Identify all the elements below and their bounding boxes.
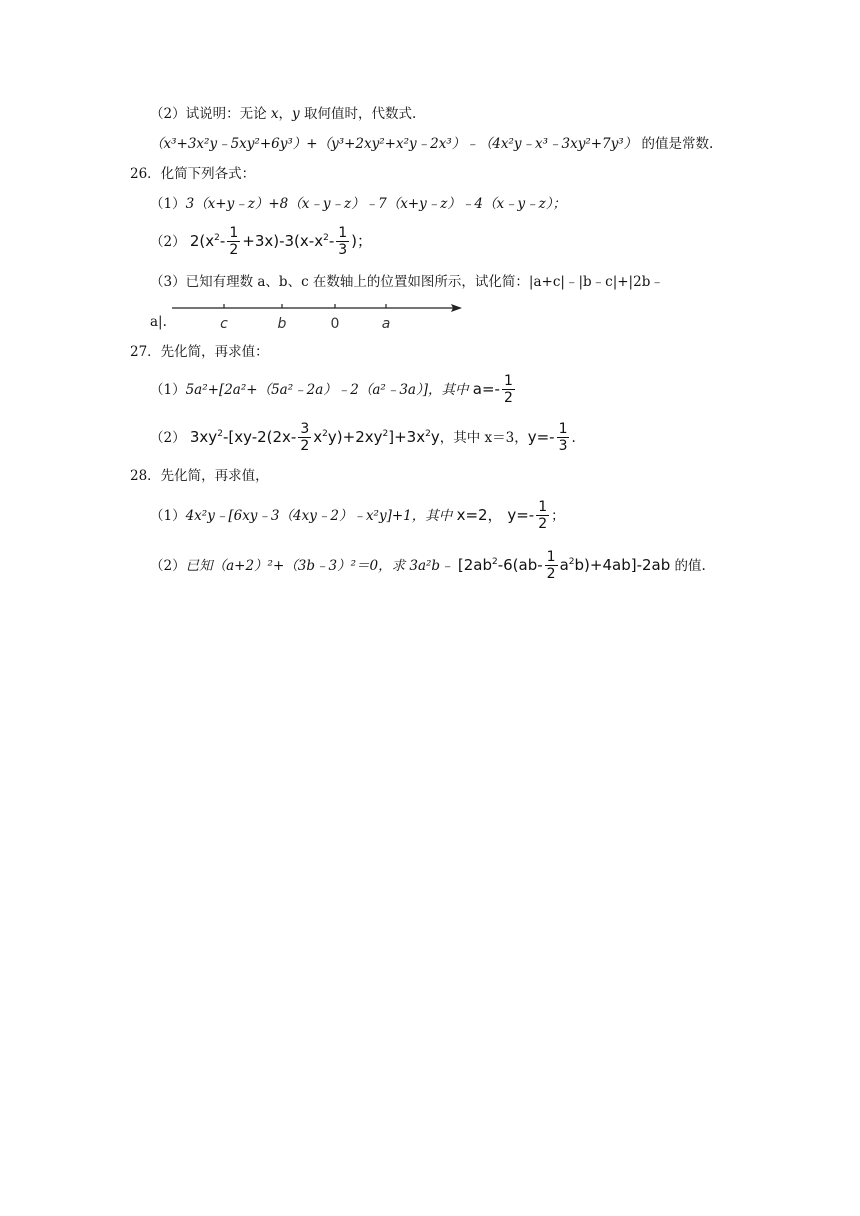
- q26-heading: 26．化简下列各式：: [130, 166, 256, 182]
- q26-p2-frac2-den: 3: [338, 242, 348, 258]
- q26-p2-expression: $2(x^2-$ $\frac{1}{2}$ $+3x)-3(x-x^2-$ $\frac{1}{3}$ )；: [189, 225, 373, 258]
- q28-p1-frac-den: 2: [538, 516, 548, 532]
- q27-part1: [150, 370, 517, 409]
- q27-p2-expr-c: x: [313, 428, 323, 446]
- q25-part2-line: [150, 104, 416, 124]
- label-b: b: [277, 316, 287, 332]
- q28-p2-math-d: b)+4ab]-2ab: [574, 556, 671, 574]
- q27-p2-expression: $3xy^2-[xy-2(2x-$ $\frac{3}{2}$ $x^2y)+2xy^2]+3x^2y$: [189, 421, 440, 454]
- q28-p1-end: ；: [551, 508, 565, 524]
- q27-p1-expression: 5a²+[2a²+（5a²﹣2a）﹣2（a²﹣3a）]，其中: [185, 382, 469, 398]
- q26-p2-fraction-1: [227, 226, 240, 257]
- q28-p2-math-b: -6(ab-: [497, 556, 543, 574]
- q28-p1-expression: 4x²y﹣[6xy﹣3（4xy﹣2）﹣x²y]+1，其中: [185, 508, 453, 524]
- q27-p2-label: （2）: [150, 430, 186, 446]
- q26-p2-expr-a: 2(x: [189, 232, 215, 250]
- q25-expression-tail: 的值是常数.: [641, 136, 714, 152]
- label-c: c: [220, 316, 228, 332]
- q25-var-x: x: [270, 106, 279, 122]
- q27-p2-expr-b: -[xy-2(2x-: [222, 428, 297, 446]
- label-a: a: [381, 316, 391, 332]
- q27-p2-end: .: [571, 430, 576, 446]
- q28-p1-given-text: x=2， y=-: [456, 506, 535, 524]
- q27-p2-fraction-y: [557, 422, 570, 453]
- q27-part2: [150, 418, 576, 457]
- q26-part3: （3）已知有理数 a、b、c 在数轴上的位置如图所示，试化简：|a+c|﹣|b﹣c|+|2b﹣: [150, 274, 664, 290]
- q26-part1: [150, 194, 566, 214]
- q28-part1: [150, 496, 565, 535]
- q27-p1-frac-den: 2: [503, 390, 513, 406]
- q26-p1-expression: 3（x+y﹣z）+8（x﹣y﹣z）﹣7（x+y﹣z）﹣4（x﹣y﹣z）；: [185, 196, 567, 212]
- q27-p2-given-y: [527, 421, 572, 454]
- q28-p2-fraction: [545, 550, 558, 581]
- q28-p2-label: （2）: [150, 558, 186, 574]
- q27-p2-given-y-text: y=-: [527, 428, 555, 446]
- label-zero: 0: [330, 316, 340, 332]
- q28-p1-frac-num: 1: [538, 499, 548, 515]
- q26-part3-tail: a|.: [150, 314, 167, 330]
- q27-p1-frac-num: 1: [503, 373, 513, 389]
- q26-p2-frac1-num: 1: [229, 225, 239, 241]
- q28-p2-math: [$2ab^2-6(ab-$ $\frac{1}{2}$ $a^2b)+4ab]-2ab$: [457, 549, 671, 582]
- q28-heading: 28．先化简，再求值，: [130, 468, 269, 484]
- q25-part2-suffix: 取何值时，代数式.: [303, 106, 417, 122]
- q27-p1-fraction: [502, 374, 515, 405]
- q25-var-y: y: [292, 106, 300, 122]
- q27-p2-fraction: [298, 422, 311, 453]
- q27-p2-expr-d: y)+2xy: [327, 428, 383, 446]
- q27-p1-given: [472, 373, 517, 406]
- q26-p2-label: （2）: [150, 234, 186, 250]
- q26-p2-frac2-num: 1: [338, 225, 348, 241]
- q28-p1-given: [456, 499, 552, 532]
- q27-p1-label: （1）: [150, 382, 186, 398]
- q28-p2-frac-den: 2: [546, 566, 556, 582]
- q26-p2-expr-c: )；: [351, 232, 373, 250]
- q28-p2-end: 的值.: [674, 558, 706, 574]
- q25-part2-prefix: （2）试说明：无论: [150, 106, 267, 122]
- q27-p1-given-a: a=-: [472, 380, 500, 398]
- q25-comma: ，: [278, 106, 293, 122]
- q25-expression: （x³+3x²y﹣5xy²+6y³）+（y³+2xy²+x²y﹣2x³）﹣（4x²y﹣x³﹣3xy²+7y³）: [150, 136, 638, 152]
- q27-p2-fracy-den: 3: [558, 438, 568, 454]
- q28-p2-math-a: [2ab: [457, 556, 492, 574]
- q27-p2-frac-num: 3: [300, 421, 310, 437]
- q26-p2-expr-b: +3x)-3(x-x: [242, 232, 324, 250]
- q27-p2-expr-e: ]+3x: [388, 428, 426, 446]
- q27-p2-expr-f: y: [430, 428, 440, 446]
- q28-p1-fraction: [536, 500, 549, 531]
- q28-p1-label: （1）: [150, 508, 186, 524]
- q28-p2-frac-num: 1: [546, 549, 556, 565]
- q27-heading: 27．先化简，再求值：: [130, 344, 269, 360]
- q27-p2-expr-a: 3xy: [189, 428, 218, 446]
- number-line: [172, 294, 467, 334]
- q28-part2: [150, 546, 706, 585]
- q28-p2-expression: 已知（a+2）²+（3b﹣3）²＝0，求 3a²b﹣: [185, 558, 454, 574]
- q27-p2-frac-den: 2: [300, 438, 310, 454]
- q25-expression-line: [150, 134, 713, 154]
- q26-p2-fraction-2: [336, 226, 349, 257]
- q27-p2-given: ，其中 x＝3，: [439, 430, 528, 446]
- q28-p2-math-c: a: [559, 556, 569, 574]
- q26-p1-label: （1）: [150, 196, 186, 212]
- q26-part2: [150, 224, 372, 259]
- q26-p2-frac1-den: 2: [229, 242, 239, 258]
- q27-p2-fracy-num: 1: [558, 421, 568, 437]
